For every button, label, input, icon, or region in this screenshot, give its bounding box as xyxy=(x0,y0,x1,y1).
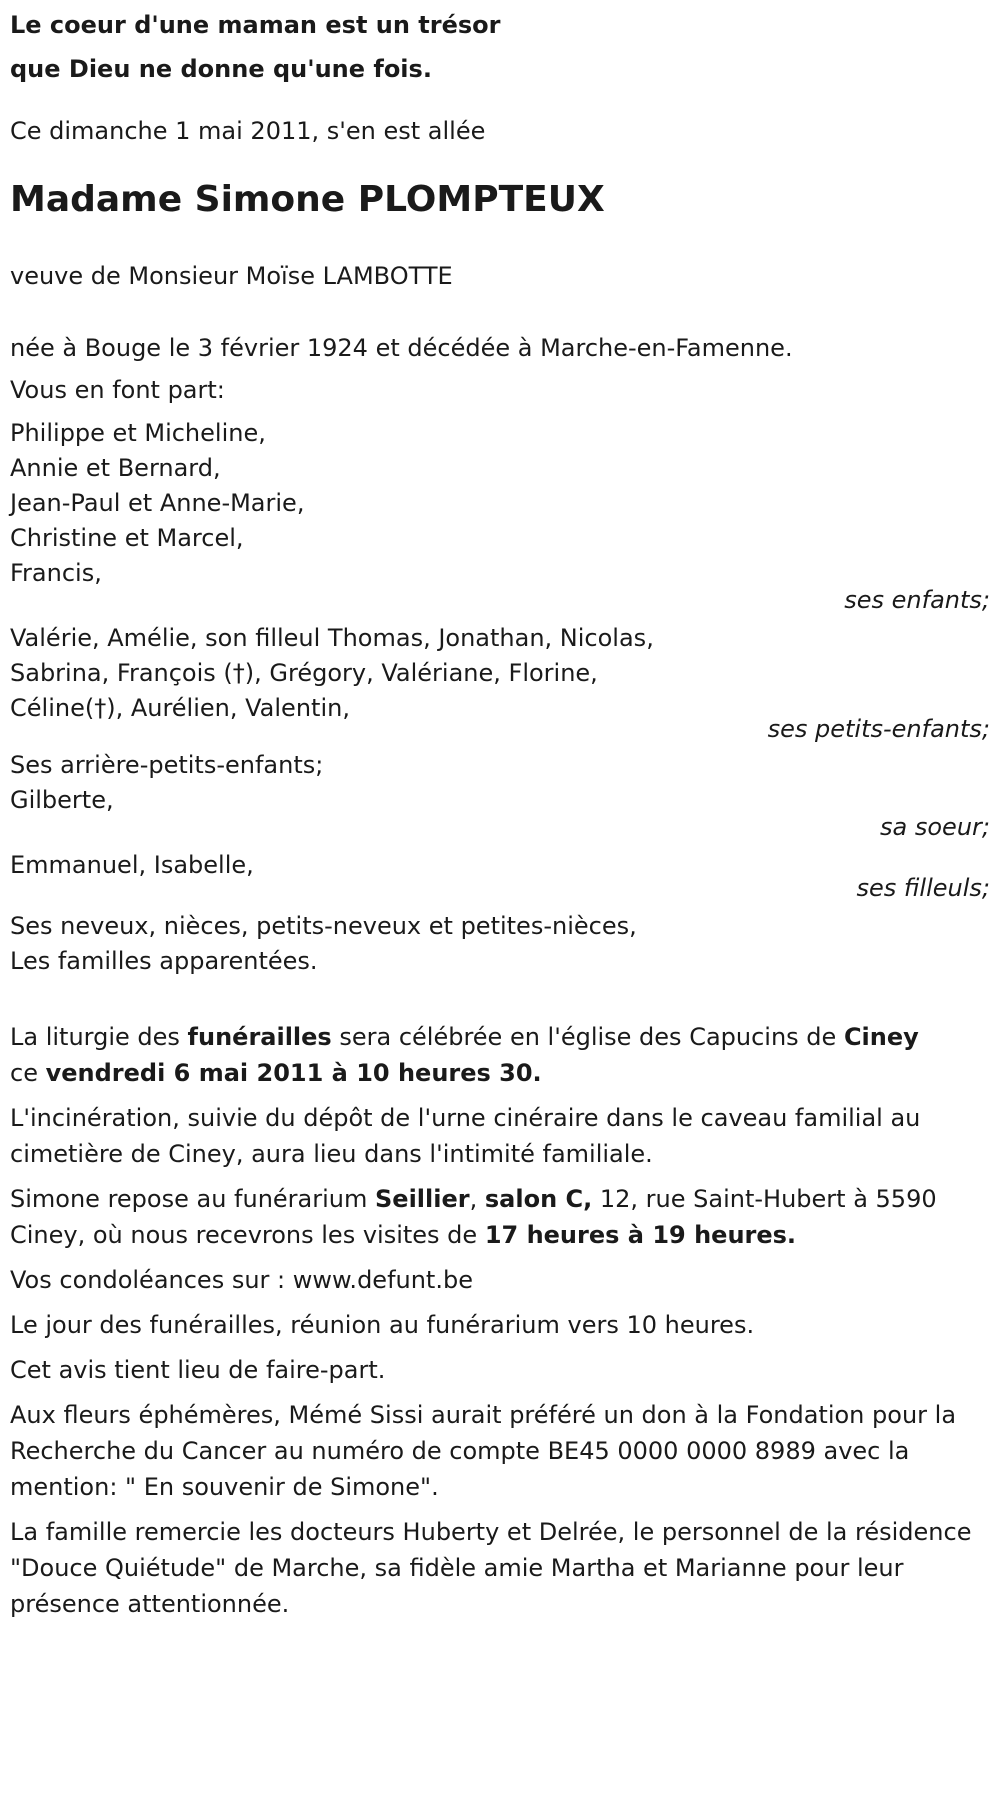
liturgy-bold-3: vendredi 6 mai 2011 à 10 heures 30. xyxy=(45,1059,542,1087)
thanks-paragraph: La famille remercie les docteurs Huberty et Delrée, le personnel de la résidence "Douce Quiétude" de Marche, sa fidèle amie Martha et Marianne pour leur présence attentionnée. xyxy=(10,1518,972,1618)
list-item: Les familles apparentées. xyxy=(10,947,318,975)
flowers-paragraph: Aux fleurs éphémères, Mémé Sissi aurait préféré un don à la Fondation pour la Recherche du Cancer au numéro de compte BE45 0000 0000 8989 avec la mention: " En souvenir de Simone". xyxy=(10,1401,957,1501)
relation-grandchildren: ses petits-enfants; xyxy=(767,715,990,743)
liturgy-paragraph xyxy=(10,1019,1000,1091)
cremation-paragraph: L'incinération, suivie du dépôt de l'urne cinéraire dans le caveau familial au cimetière de Ciney, aura lieu dans l'intimité familiale. xyxy=(10,1104,921,1168)
rest-bold-2: salon C, xyxy=(484,1185,593,1213)
rest-text-2: , xyxy=(469,1185,485,1213)
rest-bold-3: 17 heures à 19 heures. xyxy=(484,1221,797,1249)
relation-godchildren: ses filleuls; xyxy=(856,874,990,902)
condolences-paragraph: Vos condoléances sur : www.defunt.be xyxy=(10,1266,473,1294)
children-list xyxy=(10,416,1000,591)
list-item: Ses arrière-petits-enfants; xyxy=(10,751,324,779)
rest-text-1: Simone repose au funérarium xyxy=(10,1185,376,1213)
list-item: Francis, xyxy=(10,559,102,587)
relation-children: ses enfants; xyxy=(844,586,990,614)
liturgy-bold-2: Ciney xyxy=(843,1023,919,1051)
list-item: Sabrina, François (†), Grégory, Valériane, Florine, xyxy=(10,659,598,687)
grandchildren-list xyxy=(10,621,1000,726)
list-item: Jean-Paul et Anne-Marie, xyxy=(10,489,305,517)
liturgy-text-2: sera célébrée en l'église des Capucins de xyxy=(331,1023,844,1051)
list-item: Valérie, Amélie, son filleul Thomas, Jonathan, Nicolas, xyxy=(10,624,654,652)
epigraph-line-2: que Dieu ne donne qu'une fois. xyxy=(10,55,432,83)
list-item: Céline(†), Aurélien, Valentin, xyxy=(10,694,350,722)
meeting-paragraph: Le jour des funérailles, réunion au funérarium vers 10 heures. xyxy=(10,1311,755,1339)
rest-bold-1: Seillier xyxy=(375,1185,470,1213)
notice-paragraph: Cet avis tient lieu de faire-part. xyxy=(10,1356,386,1384)
widow-of: veuve de Monsieur Moïse LAMBOTTE xyxy=(10,262,453,290)
list-item: Emmanuel, Isabelle, xyxy=(10,851,254,879)
liturgy-text-1: La liturgie des xyxy=(10,1023,188,1051)
rest-text-3: 12, rue Saint-Hubert à 5590 Ciney, où nous recevrons les visites de xyxy=(10,1185,937,1249)
intro-text: Ce dimanche 1 mai 2011, s'en est allée xyxy=(10,117,486,145)
others-list xyxy=(10,909,1000,979)
list-item: Ses neveux, nièces, petits-neveux et petites-nièces, xyxy=(10,912,637,940)
list-item: Christine et Marcel, xyxy=(10,524,244,552)
list-item: Gilberte, xyxy=(10,786,114,814)
liturgy-bold-1: funérailles xyxy=(187,1023,332,1051)
epigraph-line-1: Le coeur d'une maman est un trésor xyxy=(10,11,501,39)
relation-sister: sa soeur; xyxy=(880,813,990,841)
list-item: Annie et Bernard, xyxy=(10,454,221,482)
rest-paragraph xyxy=(10,1181,1000,1253)
deceased-name: Madame Simone PLOMPTEUX xyxy=(10,179,605,220)
birth-death: née à Bouge le 3 février 1924 et décédée à Marche-en-Famenne. xyxy=(10,334,793,362)
sister-list xyxy=(10,748,1000,818)
liturgy-text-3: ce xyxy=(10,1059,46,1087)
list-item: Philippe et Micheline, xyxy=(10,419,266,447)
announce-label: Vous en font part: xyxy=(10,376,225,404)
